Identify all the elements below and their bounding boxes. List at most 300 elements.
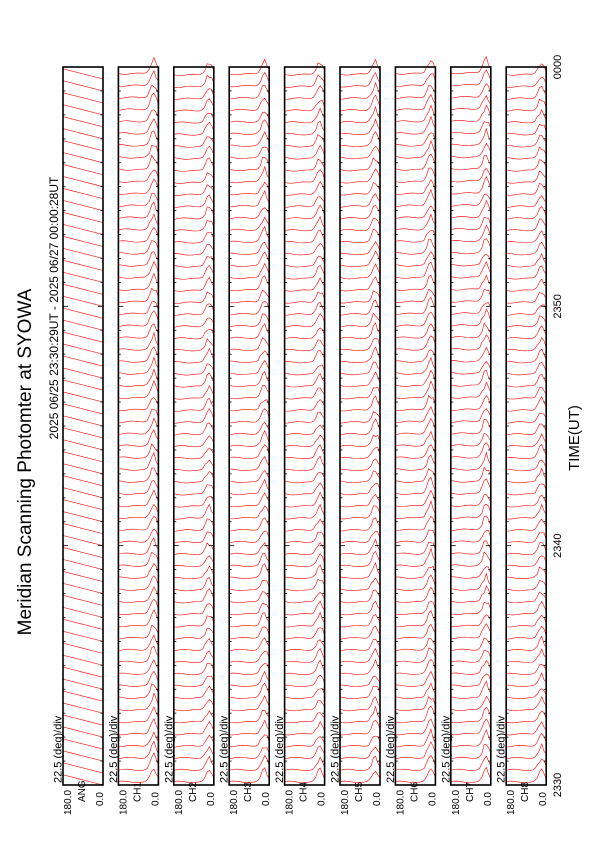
scan-line (506, 434, 546, 447)
y-tick-180: 180.0 (229, 789, 241, 815)
scan-line (451, 201, 491, 218)
scan-line (340, 531, 380, 543)
scan-line (285, 63, 325, 75)
panel-ch1 (108, 57, 161, 815)
scan-line (506, 673, 546, 687)
scan-line (229, 431, 269, 447)
scan-line (63, 69, 103, 79)
scan-line (340, 95, 380, 111)
scan-line (285, 388, 325, 399)
scan-line (229, 314, 269, 327)
scan-line (174, 711, 214, 723)
scan-line (506, 697, 546, 711)
scan-line (285, 197, 325, 208)
scan-line (506, 183, 546, 195)
scan-line (506, 542, 546, 554)
scan-line (118, 202, 158, 219)
scan-line (63, 631, 103, 641)
scan-line (506, 533, 546, 543)
scan-line (340, 771, 380, 782)
scan-line (506, 349, 546, 363)
y-tick-0: 0.0 (316, 792, 328, 806)
scan-line (229, 493, 269, 507)
scan-line (285, 412, 325, 423)
scan-line (451, 155, 491, 170)
scan-line (451, 661, 491, 675)
scan-line (63, 165, 103, 175)
scan-line (506, 196, 546, 208)
scan-line (285, 75, 325, 87)
scan-line (285, 205, 325, 219)
scan-line (174, 265, 214, 279)
scan-line (174, 700, 214, 711)
scan-line (229, 735, 269, 747)
scan-line (395, 297, 435, 314)
scan-line (229, 720, 269, 735)
x-tick-label: 2340 (552, 533, 565, 558)
figure-subtitle: 2025 06/25 23:30:29UT - 2025 06/27 00:00:28UT (47, 176, 61, 440)
scan-line (229, 627, 269, 639)
scan-line (174, 75, 214, 87)
scan-line (451, 453, 491, 471)
scale-label: 22.5 (deg)/div (52, 715, 65, 783)
scan-line (63, 129, 103, 139)
scan-line (63, 595, 103, 605)
scan-line (506, 664, 546, 674)
scan-line (229, 506, 269, 519)
scan-line (340, 551, 380, 566)
scan-line (63, 452, 103, 462)
scan-line (395, 289, 435, 302)
scan-line (340, 146, 380, 158)
scan-line (118, 693, 158, 711)
scan-line (118, 564, 158, 579)
scan-line (451, 335, 491, 350)
scan-line (451, 289, 491, 302)
scan-line (451, 541, 491, 554)
scan-line (340, 387, 380, 399)
x-tick-labels (552, 55, 564, 797)
scan-line (506, 338, 546, 351)
scan-line (395, 133, 435, 146)
scan-line (63, 703, 103, 713)
scan-line (63, 117, 103, 127)
scan-line (229, 531, 269, 543)
scale-label: 22.5 (deg)/div (440, 715, 453, 783)
scan-line (285, 713, 325, 723)
scan-line (395, 418, 435, 434)
scan-line (506, 722, 546, 735)
scan-line (118, 430, 158, 446)
scan-line (229, 768, 269, 783)
channel-label: CH5 (354, 781, 365, 802)
scan-line (174, 398, 214, 411)
scan-line (506, 460, 546, 471)
scan-line (451, 409, 491, 423)
scan-line (395, 117, 435, 134)
scan-line (118, 481, 158, 495)
scan-line (174, 556, 214, 567)
scan-line (174, 676, 214, 687)
scan-line (451, 303, 491, 315)
scan-line (63, 416, 103, 426)
scan-line (174, 304, 214, 316)
scan-line (506, 305, 546, 315)
scan-line (395, 729, 435, 747)
channel-label: CH8 (520, 781, 532, 802)
scan-line (229, 182, 269, 195)
scan-line (506, 77, 546, 87)
scan-line (395, 468, 435, 482)
scan-line (174, 173, 214, 184)
scan-line (340, 686, 380, 699)
scan-line (285, 292, 325, 303)
panel-ch6 (385, 61, 439, 815)
scan-line (118, 453, 158, 471)
scan-line (63, 715, 103, 725)
scan-line (285, 504, 325, 519)
scan-line (118, 381, 158, 399)
scan-line (174, 735, 214, 747)
scan-line (340, 300, 380, 315)
scan-line (451, 479, 491, 495)
scan-line (451, 494, 491, 506)
y-tick-0: 0.0 (261, 792, 273, 806)
scan-line (63, 619, 103, 629)
scan-line (118, 397, 158, 410)
scan-line (118, 170, 158, 183)
scan-line (340, 483, 380, 495)
scan-line (285, 86, 325, 100)
scan-line (285, 365, 325, 375)
panel-frame (118, 67, 158, 785)
scan-line (395, 742, 435, 759)
scale-label: 22.5 (deg)/div (329, 715, 342, 783)
scan-line (229, 120, 269, 135)
scan-line (451, 57, 491, 74)
scan-line (285, 350, 325, 362)
panel-frame (229, 67, 269, 785)
scan-line (229, 580, 269, 590)
scan-line (174, 472, 214, 483)
scan-line (229, 147, 269, 159)
y-tick-0: 0.0 (95, 792, 106, 806)
scan-line (340, 736, 380, 747)
scan-line (506, 362, 546, 375)
scan-line (451, 624, 491, 639)
scan-line (506, 316, 546, 327)
scan-line (285, 675, 325, 686)
scan-line (506, 413, 546, 423)
scan-line (63, 284, 103, 294)
y-tick-0: 0.0 (482, 792, 494, 806)
scan-line (229, 664, 269, 675)
scan-line (63, 93, 103, 103)
scan-line (285, 265, 325, 279)
scan-line (63, 535, 103, 545)
scan-line (340, 435, 380, 447)
scan-line (174, 543, 214, 555)
scan-line (506, 254, 546, 267)
scan-line (451, 767, 491, 782)
scan-line (285, 182, 325, 196)
scan-line (340, 747, 380, 759)
scan-line (395, 206, 435, 219)
scan-line (118, 333, 158, 350)
scan-line (229, 638, 269, 651)
scan-line (340, 362, 380, 375)
scan-line (174, 628, 214, 639)
scan-line (63, 200, 103, 210)
scan-line (506, 387, 546, 399)
scan-line (229, 351, 269, 363)
scan-line (118, 529, 158, 542)
scan-line (506, 567, 546, 579)
scan-line (63, 248, 103, 258)
scan-line (395, 549, 435, 567)
scale-label: 22.5 (deg)/div (495, 715, 508, 783)
scan-line (174, 195, 214, 208)
scan-line (506, 171, 546, 183)
scan-line (506, 626, 546, 639)
scan-line (395, 105, 435, 122)
scan-line (63, 188, 103, 198)
panel-frame (506, 67, 546, 785)
scan-line (340, 447, 380, 458)
scan-line (118, 262, 158, 279)
scan-line (229, 157, 269, 170)
scan-line (451, 744, 491, 758)
scan-traces (506, 64, 546, 783)
scan-line (174, 220, 214, 231)
scan-line (118, 490, 158, 507)
scan-line (174, 185, 214, 196)
scan-line (340, 229, 380, 243)
scan-line (174, 756, 214, 770)
scan-line (118, 732, 158, 747)
scan-traces (229, 59, 269, 782)
scan-line (63, 380, 103, 390)
scan-line (63, 224, 103, 234)
scan-traces (118, 57, 158, 782)
scan-line (229, 290, 269, 303)
scan-line (506, 160, 546, 172)
scan-line (63, 739, 103, 749)
scan-line (340, 218, 380, 230)
scan-line (63, 559, 103, 569)
scan-line (229, 208, 269, 219)
y-tick-180: 180.0 (118, 789, 130, 815)
scan-line (340, 205, 380, 219)
scan-line (506, 649, 546, 662)
scan-line (118, 753, 158, 771)
scan-line (506, 769, 546, 783)
scan-line (506, 592, 546, 603)
scan-line (451, 362, 491, 375)
scan-line (229, 470, 269, 482)
scan-line (63, 236, 103, 246)
scan-line (229, 651, 269, 662)
scan-line (174, 485, 214, 495)
scan-line (340, 720, 380, 735)
scan-line (285, 159, 325, 171)
scan-line (506, 581, 546, 591)
scan-line (63, 679, 103, 689)
scan-line (506, 689, 546, 699)
y-tick-0: 0.0 (427, 792, 439, 806)
scan-line (451, 254, 491, 266)
scan-line (118, 646, 158, 662)
scan-line (285, 278, 325, 291)
scan-line (63, 512, 103, 522)
scan-line (174, 460, 214, 471)
scan-line (174, 64, 214, 76)
scan-line (395, 230, 435, 242)
scan-line (340, 578, 380, 591)
y-tick-180: 180.0 (450, 789, 462, 815)
scan-line (63, 308, 103, 318)
scan-line (229, 592, 269, 603)
scan-line (174, 329, 214, 339)
scan-line (340, 459, 380, 471)
scan-line (506, 266, 546, 279)
scan-line (63, 440, 103, 450)
channel-label: CH2 (187, 781, 199, 802)
scan-line (285, 746, 325, 759)
scan-line (174, 448, 214, 459)
scan-traces (340, 60, 380, 783)
scan-line (174, 122, 214, 135)
scan-line (506, 242, 546, 255)
scan-line (118, 227, 158, 242)
scan-line (340, 660, 380, 675)
scan-line (63, 583, 103, 593)
channel-label: CH4 (298, 781, 310, 802)
scan-line (174, 616, 214, 627)
y-tick-180: 180.0 (63, 789, 74, 815)
channel-label: CH1 (132, 781, 144, 802)
scan-line (174, 146, 214, 159)
scan-line (63, 212, 103, 222)
scan-line (118, 369, 158, 386)
scan-line (285, 472, 325, 483)
panel-frame (340, 67, 380, 785)
scan-line (174, 364, 214, 375)
scan-line (340, 697, 380, 711)
scan-line (118, 719, 158, 735)
scan-line (395, 659, 435, 674)
scan-line (229, 98, 269, 111)
scan-line (506, 504, 546, 519)
scan-line (174, 566, 214, 579)
scan-line (285, 170, 325, 184)
scan-line (229, 242, 269, 254)
scan-line (63, 500, 103, 510)
scan-line (451, 681, 491, 698)
scan-line (451, 347, 491, 362)
scan-line (174, 373, 214, 387)
scan-line (451, 105, 491, 121)
scan-line (395, 769, 435, 783)
scan-line (118, 214, 158, 230)
scan-line (174, 604, 214, 615)
scan-line (285, 640, 325, 651)
scan-traces (63, 69, 103, 785)
scan-line (506, 424, 546, 435)
scan-line (285, 145, 325, 159)
scan-line (63, 464, 103, 474)
y-tick-0: 0.0 (538, 792, 550, 806)
panel-ch4 (274, 63, 328, 815)
scan-line (285, 701, 325, 711)
scan-line (174, 686, 214, 699)
scan-line (63, 356, 103, 366)
scan-line (395, 396, 435, 411)
scan-line (451, 615, 491, 627)
scan-line (340, 601, 380, 615)
scan-line (118, 357, 158, 374)
scan-line (229, 226, 269, 242)
scan-line (506, 484, 546, 495)
scan-line (451, 586, 491, 603)
scan-line (63, 81, 103, 91)
scan-line (229, 217, 269, 230)
scale-label: 22.5 (deg)/div (384, 715, 397, 783)
panel-ch8 (496, 64, 550, 815)
scan-traces (285, 63, 325, 783)
scan-line (63, 751, 103, 761)
scan-line (229, 543, 269, 555)
scan-line (118, 347, 158, 362)
y-tick-0: 0.0 (150, 792, 162, 806)
scan-line (229, 564, 269, 579)
scan-line (63, 260, 103, 270)
scale-label: 22.5 (deg)/div (163, 715, 176, 783)
scan-line (451, 122, 491, 134)
scan-line (285, 435, 325, 447)
scan-line (340, 615, 380, 627)
scan-line (285, 483, 325, 495)
scan-traces (451, 57, 491, 783)
scan-line (174, 207, 214, 219)
panel-frame (285, 67, 325, 785)
scan-line (63, 524, 103, 534)
x-tick-label: 2330 (552, 772, 565, 798)
scan-line (174, 532, 214, 543)
panel-stack (53, 57, 550, 815)
scan-line (506, 711, 546, 723)
scan-line (451, 696, 491, 710)
scan-line (63, 105, 103, 115)
scale-label: 22.5 (deg)/div (107, 715, 120, 783)
scan-line (506, 219, 546, 231)
scan-line (63, 404, 103, 414)
scan-line (340, 107, 380, 123)
x-tick-label: 2350 (552, 294, 565, 319)
scan-line (174, 318, 214, 327)
panel-frame (63, 67, 103, 785)
channel-label: CH6 (409, 781, 421, 802)
scan-line (118, 625, 158, 639)
scan-line (451, 370, 491, 386)
scan-line (174, 747, 214, 759)
scan-line (285, 373, 325, 387)
scan-line (118, 409, 158, 423)
scan-line (174, 577, 214, 590)
scan-line (506, 374, 546, 387)
scan-line (63, 320, 103, 330)
scan-line (285, 565, 325, 579)
